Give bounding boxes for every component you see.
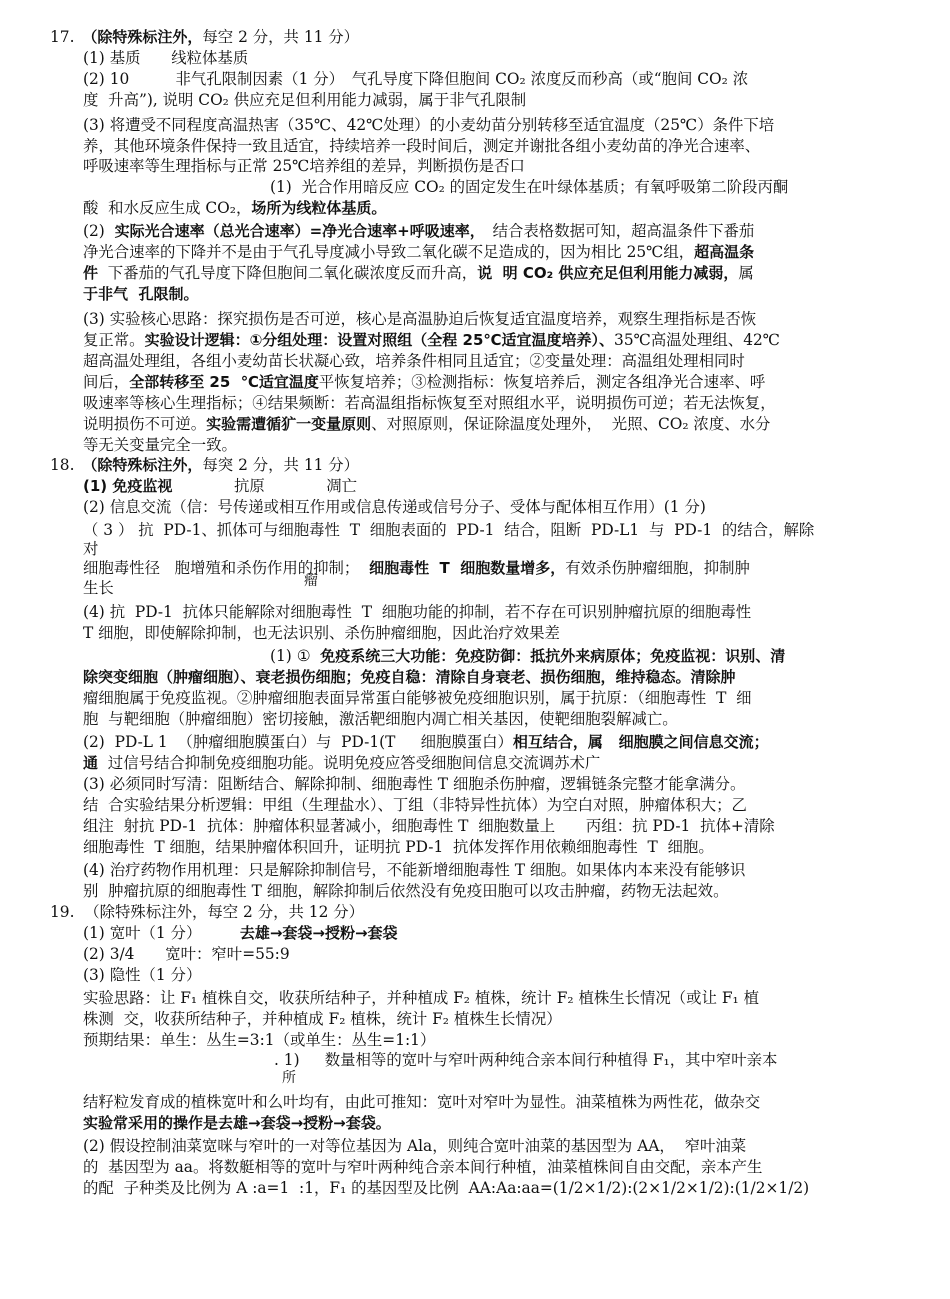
text-run: 35℃高温处理组、42℃ xyxy=(614,331,780,349)
text-run: 株测 交，收获所结种子，并种植成 F₂ 植株，统计 F₂ 植株生长情况） xyxy=(83,1010,562,1028)
text-line xyxy=(83,91,526,110)
text-run: 的配 子种类及比例为 A :a=1 :1，F₁ 的基因型及比例 AA:Aa:aa=(1/2×1/2):(2×1/2×1/2):(1/2×1/2) xyxy=(83,1179,810,1197)
text-run: 组注 射抗 PD-1 抗体：肿瘤体积显著减小，细胞毒性 T 细胞数量上 丙组：抗 PD-1 抗体+清除 xyxy=(83,817,775,835)
bold-text-run: 实验设计逻辑：①分组处理：设置对照组（全程 25℃适宜温度培养）、 xyxy=(144,331,615,349)
text-run: 养，其他环境条件保持一致且适宜，持续培养一段时间后，测定并谢批各组小麦幼苗的净光合速率、 xyxy=(83,137,761,155)
text-line xyxy=(83,861,745,880)
bold-text-run: 全部转移至 25 ℃适宜温度 xyxy=(129,373,319,391)
text-run: 平恢复培养；③检测指标：恢复培养后，测定各组净光合速率、呼 xyxy=(318,373,766,391)
text-run: 吸速率等核心生理指标；④结果频断：若高温组指标恢复至对照组水平，说明损伤可逆；若无法恢复， xyxy=(83,394,776,412)
text-run: 18. xyxy=(50,456,90,474)
text-run: (2) 信息交流（信：号传递或相互作用或信息传递或信号分子、受体与配体相互作用）(1 分) xyxy=(83,498,706,516)
text-line xyxy=(83,817,775,836)
text-run: 对 xyxy=(83,540,99,558)
text-line xyxy=(50,903,364,922)
text-run: 结 合实验结果分析逻辑：甲组（生理盐水）、丁组（非特异性抗体）为空白对照，肿瘤体积大；乙 xyxy=(83,796,747,814)
text-line xyxy=(83,49,248,68)
text-run: 的 基因型为 aa。将数艇相等的宽叶与窄叶两种纯合亲本间行种植，油菜植株间自由交配，亲本产生 xyxy=(83,1158,763,1176)
text-run: 度 升高”), 说明 CO₂ 供应充足但利用能力减弱，属于非气孔限制 xyxy=(83,91,527,109)
text-run: T 细胞，即使解除抑制，也无法识别、杀伤肿瘤细胞，因此治疗效果差 xyxy=(83,624,560,642)
text-line xyxy=(83,966,201,985)
bold-text-run: 超高温条 xyxy=(694,243,755,261)
text-run: 结合表格数据可知，超高温条件下番茄 xyxy=(477,222,755,240)
text-line xyxy=(83,838,714,857)
text-line xyxy=(83,477,357,496)
text-run: 每空 2 分，共 11 分） xyxy=(202,28,360,46)
bold-text-run: （除特殊标注外， xyxy=(89,456,203,474)
text-line xyxy=(83,70,748,89)
text-line xyxy=(83,1031,435,1050)
bold-text-run: 通 xyxy=(83,754,99,772)
text-run: (2) 10 非气孔限制因素（1 分） 气孔导度下降但胞间 CO₂ 浓度反而秒高（或“胞间 CO₂ 浓 xyxy=(83,70,749,88)
text-run: (3) 将遭受不同程度高温热害（35℃、42℃处理）的小麦幼苗分别转移至适宜温度（25℃）条件下培 xyxy=(83,116,775,134)
text-run: (2) 3/4 宽叶：窄叶=55:9 xyxy=(83,945,290,963)
text-run: 所 xyxy=(282,1070,296,1086)
text-line xyxy=(83,222,754,241)
text-run: 属 xyxy=(738,264,754,282)
text-run: (1) 光合作用暗反应 CO₂ 的固定发生在叶绿体基质；有氧呼吸第二阶段丙酮 xyxy=(270,178,789,196)
text-line xyxy=(83,243,754,262)
text-run: 间后， xyxy=(83,373,130,391)
text-run: 细胞毒性 T 细胞，结果肿瘤体积回升，证明抗 PD-1 抗体发挥作用依赖细胞毒性 T 细胞。 xyxy=(83,838,714,856)
bold-text-run: 去雄→套袋→授粉→套袋 xyxy=(239,924,398,942)
text-line xyxy=(83,710,678,729)
text-run: 酸 和水反应生成 CO₂， xyxy=(83,199,252,217)
text-line xyxy=(270,178,788,197)
text-line xyxy=(83,733,769,752)
bold-text-run: (1) 免疫监视 xyxy=(83,477,173,495)
text-line xyxy=(83,157,525,176)
text-line xyxy=(83,1093,760,1112)
text-run: （ 3 ） 抗 PD-1、抓体可与细胞毒性 T 细胞表面的 PD-1 结合，阻断 PD-L1 与 PD-1 的结合，解除 xyxy=(83,521,815,539)
text-run: (3) 实验核心思路：探究损伤是否可逆，核心是高温胁迫后恢复适宜温度培养，观察生理指标是否恢 xyxy=(83,310,757,328)
text-line xyxy=(83,1158,762,1177)
text-run: 等无关变量完全一致。 xyxy=(83,436,237,454)
text-line xyxy=(83,137,760,156)
text-run: (4) 治疗药物作用机理：只是解除抑制信号，不能新增细胞毒性 T 细胞。如果体内本来没有能够识 xyxy=(83,861,746,879)
text-line xyxy=(274,1051,777,1070)
text-run: 说明损伤不可逆。 xyxy=(83,415,207,433)
bold-text-run: 件 xyxy=(83,264,99,282)
text-line xyxy=(83,1179,809,1198)
text-run: 预期结果：单生：丛生=3:1（或单生：丛生=1:1） xyxy=(83,1031,436,1049)
bold-text-run: 场所为线粒体基质。 xyxy=(251,199,387,217)
text-line xyxy=(83,352,745,371)
text-run: 细胞毒性径 胞增殖和杀伤作用的抑制； xyxy=(83,559,370,577)
bold-text-run: 相互结合，属 细胞膜之间信息交流； xyxy=(512,733,769,751)
text-run: 呼吸速率等生理指标与正常 25℃培养组的差异，判断损伤是否口 xyxy=(83,157,525,175)
text-run: 19. （除特殊标注外，每空 2 分，共 12 分） xyxy=(50,903,365,921)
text-run: 每突 2 分，共 11 分） xyxy=(202,456,360,474)
text-line xyxy=(83,603,751,622)
text-run: (2) 假设控制油菜宽咪与窄叶的一对等位基因为 Ala，则纯合宽叶油菜的基因型为 AA， 窄叶油菜 xyxy=(83,1137,747,1155)
text-run: 复正常。 xyxy=(83,331,145,349)
text-line xyxy=(304,571,318,591)
text-run: 瘤 xyxy=(304,573,318,589)
text-line xyxy=(50,28,359,47)
text-line xyxy=(83,331,780,350)
text-run: 超高温处理组，各组小麦幼苗长状凝心致，培养条件相同且适宜；②变量处理：高温组处理相同时 xyxy=(83,352,745,370)
bold-text-run: 实验常采用的操作是去雄→套袋→授粉→套袋。 xyxy=(83,1114,391,1132)
text-line xyxy=(83,394,776,413)
text-line xyxy=(83,199,386,218)
text-run: (1) 宽叶（1 分） xyxy=(83,924,240,942)
text-line xyxy=(50,456,359,475)
bold-text-run: 除突变细胞（肿瘤细胞）、衰老损伤细胞；免疫自稳：清除自身衰老、损伤细胞，维持稳态。清除肿 xyxy=(83,668,736,686)
text-run: . 1) 数量相等的宽叶与窄叶两种纯合亲本间行种植得 F₁，其中窄叶亲本 xyxy=(274,1051,778,1069)
text-line xyxy=(83,924,398,943)
text-run: (4) 抗 PD-1 抗体只能解除对细胞毒性 T 细胞功能的抑制，若不存在可识别肿瘤抗原的细胞毒性 xyxy=(83,603,752,621)
text-run: 实验思路：让 F₁ 植株自交，收获所结种子，并种植成 F₂ 植株，统计 F₂ 植株生长情况（或让 F₁ 植 xyxy=(83,989,759,1007)
text-line xyxy=(83,436,237,455)
bold-text-run: 于非气 孔限制。 xyxy=(83,285,199,303)
text-run: 、对照原则，保证除温度处理外， 光照、CO₂ 浓度、水分 xyxy=(371,415,771,433)
text-line xyxy=(83,989,759,1008)
text-run: 17. xyxy=(50,28,90,46)
text-run: (1) ① xyxy=(270,647,321,665)
text-line xyxy=(83,540,98,559)
text-run: 瘤细胞属于免疫监视。②肿瘤细胞表面异常蛋白能够被免疫细胞识别，属于抗原：（细胞毒性 T 细 xyxy=(83,689,752,707)
bold-text-run: （除特殊标注外， xyxy=(89,28,203,46)
text-line xyxy=(83,1137,746,1156)
text-line xyxy=(83,415,770,434)
bold-text-run: 实验需遭循犷一变量原则 xyxy=(206,415,372,433)
text-line xyxy=(83,689,752,708)
text-line xyxy=(83,264,754,283)
text-run: 有效杀伤肿瘤细胞，抑制肿 xyxy=(565,559,750,577)
text-run: (1) 基质 线粒体基质 xyxy=(83,49,249,67)
text-run: 净光合速率的下降并不是由于气孔导度减小导致二氧化碳不足造成的，因为相比 25℃组， xyxy=(83,243,695,261)
text-line xyxy=(83,285,198,304)
text-run: 过信号结合抑制免疫细胞功能。说明免疫应答受细胞间信息交流调苏术广 xyxy=(98,754,601,772)
text-run: (2) xyxy=(83,222,115,240)
text-line xyxy=(83,624,560,643)
text-line xyxy=(83,1114,391,1133)
text-line xyxy=(83,310,756,329)
text-line xyxy=(83,775,745,794)
text-run: 抗原 凋亡 xyxy=(172,477,358,495)
text-line xyxy=(83,116,774,135)
text-run: 结籽粒发育成的植株宽叶和么叶均有，由此可推知：宽叶对窄叶为显性。油菜植株为两性花，做杂交 xyxy=(83,1093,761,1111)
text-line xyxy=(83,521,814,540)
text-line xyxy=(282,1068,296,1088)
text-line xyxy=(83,668,736,687)
bold-text-run: 细胞毒性 T 细胞数量增多， xyxy=(369,559,566,577)
text-line xyxy=(83,373,765,392)
text-line xyxy=(83,882,728,901)
text-line xyxy=(83,1010,562,1029)
text-line xyxy=(270,647,785,666)
text-line xyxy=(83,579,114,598)
text-run: (3) 必须同时写清：阻断结合、解除抑制、细胞毒性 T 细胞杀伤肿瘤，逻辑链条完整才能拿满分。 xyxy=(83,775,746,793)
bold-text-run: 实际光合速率（总光合速率）=净光合速率+呼吸速率， xyxy=(114,222,478,240)
text-line xyxy=(83,945,290,964)
text-line xyxy=(83,498,706,517)
text-line xyxy=(83,754,600,773)
text-run: 下番茄的气孔导度下降但胞间二氧化碳浓度反而升高， xyxy=(98,264,478,282)
text-line xyxy=(83,559,750,578)
text-run: (2) PD-L 1 （肿瘤细胞膜蛋白）与 PD-1(T 细胞膜蛋白） xyxy=(83,733,513,751)
text-run: 别 肿瘤抗原的细胞毒性 T 细胞，解除抑制后依然没有免疫田胞可以攻击肿瘤，药物无法起效。 xyxy=(83,882,729,900)
bold-text-run: 免疫系统三大功能：免疫防御：抵抗外来病原体；免疫监视：识别、清 xyxy=(320,647,786,665)
text-line xyxy=(83,796,747,815)
bold-text-run: 说 明 CO₂ 供应充足但利用能力减弱， xyxy=(477,264,739,282)
text-run: 生长 xyxy=(83,579,114,597)
text-run: 胞 与靶细胞（肿瘤细胞）密切接触，激活靶细胞内凋亡相关基因，使靶细胞裂解减亡。 xyxy=(83,710,678,728)
text-run: (3) 隐性（1 分） xyxy=(83,966,202,984)
